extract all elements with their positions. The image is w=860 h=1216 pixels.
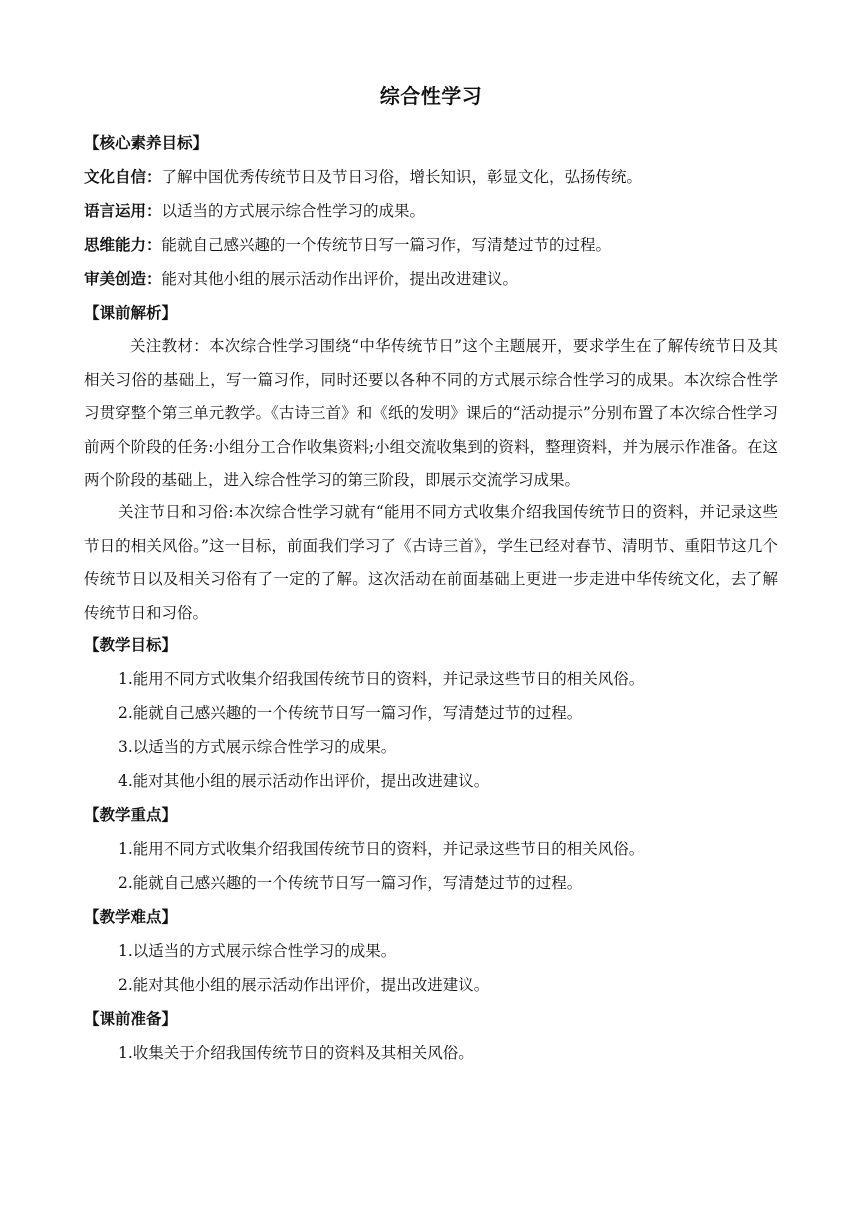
preparation-heading: 【课前准备】 [84,1010,178,1029]
analysis-paragraph: 关注节日和习俗:本次综合性学习就有“能用不同方式收集介绍我国传统节日的资料，并记录这些节日的相关风俗。”这一目标，前面我们学习了《古诗三首》，学生已经对春节、清明节、重阳节这几个传统节日以及相关习俗有了一定的了解。这次活动在前面基础上更进一步走进中华传统文化，去了解传统节日和习俗。 [84,502,778,622]
core-goal-item [84,200,778,223]
teaching-goal-item: 2.能就自己感兴趣的一个传统节日写一篇习作，写清楚过节的过程。 [118,704,583,723]
core-goal-text: 了解中国优秀传统节日及节日习俗，增长知识，彰显文化，弘扬传统。 [161,168,643,186]
core-goal-item [84,166,778,189]
key-point-item: 1.能用不同方式收集介绍我国传统节日的资料，并记录这些节日的相关风俗。 [118,840,645,859]
key-points-heading: 【教学重点】 [84,806,178,825]
difficulties-heading: 【教学难点】 [84,908,178,927]
document-page [84,80,778,1076]
core-goal-label: 语言运用： [84,202,162,220]
document-title: 综合性学习 [379,84,483,108]
core-goal-item [84,234,778,257]
teaching-goal-item: 3.以适当的方式展示综合性学习的成果。 [118,738,397,757]
core-goal-text: 能对其他小组的展示活动作出评价，提出改进建议。 [161,270,519,288]
core-goal-label: 思维能力： [84,236,162,254]
preparation-item: 1.收集关于介绍我国传统节日的资料及其相关风俗。 [118,1044,474,1063]
teaching-goal-item: 1.能用不同方式收集介绍我国传统节日的资料，并记录这些节日的相关风俗。 [118,670,645,689]
teaching-goal-item: 4.能对其他小组的展示活动作出评价，提出改进建议。 [118,772,490,791]
core-goal-text: 以适当的方式展示综合性学习的成果。 [161,202,426,220]
key-point-item: 2.能就自己感兴趣的一个传统节日写一篇习作，写清楚过节的过程。 [118,874,583,893]
teaching-goals-heading: 【教学目标】 [84,636,178,655]
difficulty-item: 1.以适当的方式展示综合性学习的成果。 [118,942,397,961]
analysis-heading: 【课前解析】 [84,304,178,322]
core-goal-label: 文化自信： [84,168,162,186]
analysis-paragraph: 关注教材：本次综合性学习围绕“中华传统节日”这个主题展开，要求学生在了解传统节日及其相关习俗的基础上，写一篇习作，同时还要以各种不同的方式展示综合性学习的成果。本次综合性学习贯穿整个第三单元教学。《古诗三首》和《纸的发明》课后的“活动提示”分别布置了本次综合性学习前两个阶段的任务:小组分工合作收集资料;小组交流收集到的资料，整理资料，并为展示作准备。在这两个阶段的基础上，进入综合性学习的第三阶段，即展示交流学习成果。 [84,337,778,490]
core-goal-text: 能就自己感兴趣的一个传统节日写一篇习作，写清楚过节的过程。 [161,236,612,254]
core-goal-label: 审美创造： [84,270,162,288]
difficulty-item: 2.能对其他小组的展示活动作出评价，提出改进建议。 [118,976,490,995]
core-goal-item [84,268,778,291]
core-goals-heading: 【核心素养目标】 [84,134,209,152]
